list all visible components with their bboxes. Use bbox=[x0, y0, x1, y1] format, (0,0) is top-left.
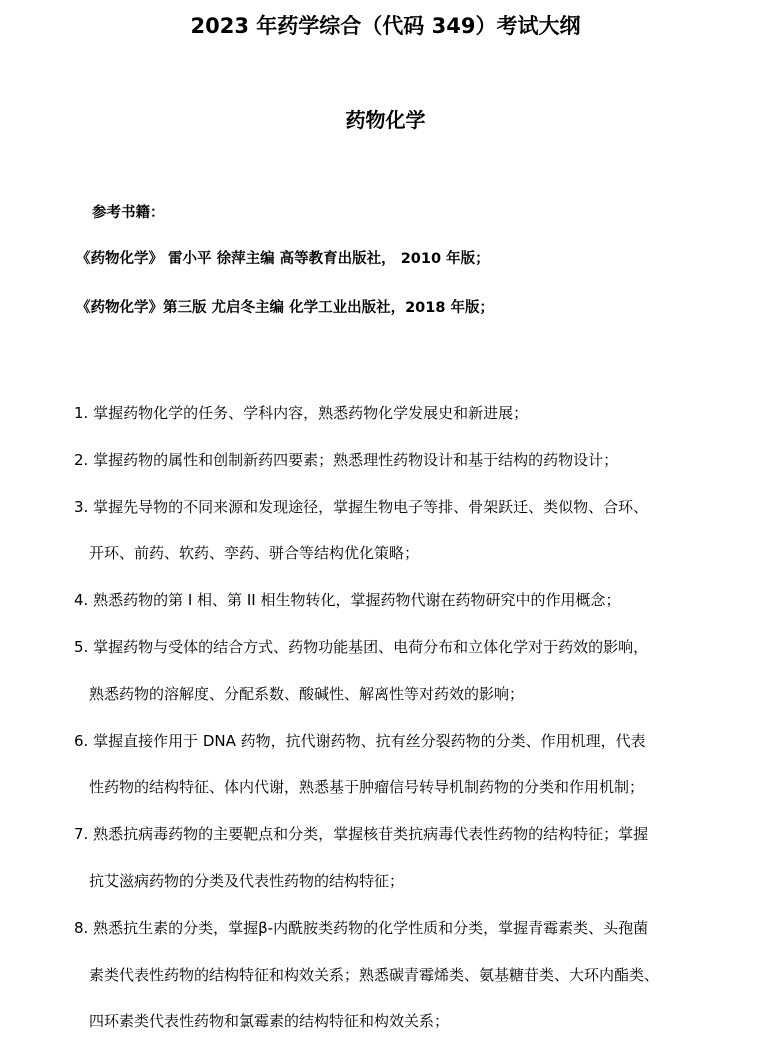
outline-item-6 bbox=[74, 718, 764, 812]
section-title: 药物化学 bbox=[345, 108, 426, 132]
outline-text: 熟悉药物的第 I 相、第 II 相生物转化，掌握药物代谢在药物研究中的作用概念； bbox=[93, 591, 621, 610]
outline-line-continuation: 开环、前药、软药、孪药、骈合等结构优化策略； bbox=[89, 544, 420, 563]
outline-text: 掌握药物化学的任务、学科内容，熟悉药物化学发展史和新进展； bbox=[93, 404, 529, 422]
outline-line bbox=[74, 390, 764, 437]
reference-item: 《药物化学》 雷小平 徐萍主编 高等教育出版社， 2010 年版； bbox=[76, 251, 490, 267]
outline-item-number: 7. bbox=[74, 825, 89, 844]
outline-line bbox=[74, 624, 764, 671]
document-title: 2023 年药学综合（代码 349）考试大纲 bbox=[190, 14, 581, 38]
outline-line-continuation: 素类代表性药物的结构特征和构效关系；熟悉碳青霉烯类、氨基糖苷类、大环内酯类、 bbox=[89, 965, 660, 984]
outline-item-number: 4. bbox=[74, 591, 89, 610]
outline-item-number: 1. bbox=[74, 404, 89, 422]
outline-item-7 bbox=[74, 811, 764, 905]
outline-line-continuation: 抗艾滋病药物的分类及代表性药物的结构特征； bbox=[89, 871, 405, 890]
outline-item-number: 8. bbox=[74, 918, 89, 937]
outline-line bbox=[74, 905, 764, 952]
outline-item-1 bbox=[74, 390, 764, 437]
outline-item-number: 3. bbox=[74, 497, 89, 516]
outline-item-8 bbox=[74, 905, 764, 1045]
outline-line bbox=[74, 577, 764, 624]
reference-list bbox=[76, 249, 756, 347]
outline-list bbox=[74, 390, 764, 1045]
reference-item: 《药物化学》第三版 尤启冬主编 化学工业出版社，2018 年版； bbox=[76, 300, 494, 316]
outline-text: 掌握药物与受体的结合方式、药物功能基团、电荷分布和立体化学对于药效的影响， bbox=[93, 637, 649, 656]
outline-item-4 bbox=[74, 577, 764, 624]
reference-heading: 参考书籍： bbox=[92, 205, 165, 221]
outline-item-3 bbox=[74, 484, 764, 578]
outline-line bbox=[74, 718, 764, 765]
outline-item-number: 2. bbox=[74, 450, 89, 469]
outline-line bbox=[74, 811, 764, 858]
outline-text: 熟悉抗病毒药物的主要靶点和分类，掌握核苷类抗病毒代表性药物的结构特征；掌握 bbox=[93, 825, 649, 844]
outline-item-number: 6. bbox=[74, 731, 89, 750]
outline-line-continuation: 性药物的结构特征、体内代谢，熟悉基于肿瘤信号转导机制药物的分类和作用机制； bbox=[89, 778, 645, 797]
outline-item-number: 5. bbox=[74, 637, 89, 656]
outline-text: 掌握直接作用于 DNA 药物，抗代谢药物、抗有丝分裂药物的分类、作用机理，代表 bbox=[93, 731, 646, 750]
outline-line bbox=[74, 484, 764, 531]
outline-text: 掌握先导物的不同来源和发现途径，掌握生物电子等排、骨架跃迁、类似物、合环、 bbox=[93, 497, 649, 516]
outline-item-2 bbox=[74, 437, 764, 484]
outline-item-5 bbox=[74, 624, 764, 718]
outline-text: 熟悉抗生素的分类，掌握β-内酰胺类药物的化学性质和分类，掌握青霉素类、头孢菌 bbox=[93, 918, 649, 937]
outline-line-continuation: 熟悉药物的溶解度、分配系数、酸碱性、解离性等对药效的影响； bbox=[89, 684, 525, 703]
outline-text: 掌握药物的属性和创制新药四要素；熟悉理性药物设计和基于结构的药物设计； bbox=[93, 450, 619, 469]
outline-line-continuation: 四环素类代表性药物和氯霉素的结构特征和构效关系； bbox=[89, 1012, 450, 1031]
outline-line bbox=[74, 437, 764, 484]
